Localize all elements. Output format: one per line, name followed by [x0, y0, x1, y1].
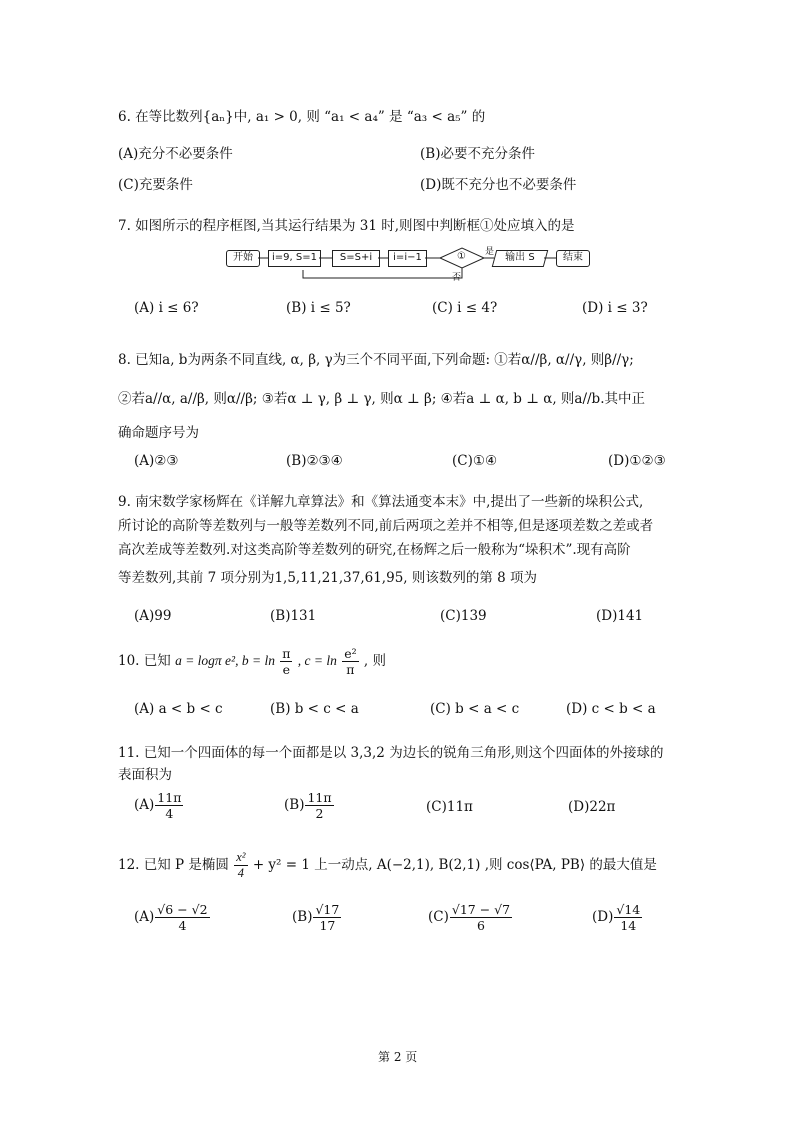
q11-option-b-label: (B): [284, 797, 305, 813]
q10-option-c: (C) b < a < c: [430, 701, 520, 717]
page-number: 第 2 页: [378, 1050, 418, 1064]
q9-option-c: (C)139: [440, 608, 487, 624]
q10-b-num: π: [282, 646, 291, 661]
q7-option-c: (C) i ≤ 4?: [432, 300, 498, 316]
q9-option-d: (D)141: [596, 608, 644, 624]
flow-start: 开始: [226, 250, 260, 267]
flow-no-label: 否: [452, 273, 462, 283]
flow-update-i: i=i−1: [388, 250, 427, 267]
q12-frac-num: x²: [236, 850, 246, 864]
q11-option-b-num: 11π: [307, 790, 332, 805]
q10-prefix: 10. 已知: [118, 653, 171, 669]
q10-suffix: , 则: [363, 653, 386, 669]
q7-stem: 7. 如图所示的程序框图,当其运行结果为 31 时,则图中判断框①处应填入的是: [118, 218, 575, 234]
q11-option-a-den: 4: [165, 806, 174, 821]
q8-option-b: (B)②③④: [286, 453, 343, 469]
q11-option-d-text: 22π: [589, 799, 616, 815]
q7-option-a: (A) i ≤ 6?: [134, 300, 199, 316]
q12-prefix: 12. 已知 P 是椭圆: [118, 857, 229, 873]
q8-option-d: (D)①②③: [608, 453, 666, 469]
q12-ellipse-fraction: [234, 850, 247, 881]
q12-option-a-num: √6 − √2: [157, 902, 208, 917]
q10-c-fraction: [342, 646, 358, 677]
q7-option-b: (B) i ≤ 5?: [286, 300, 351, 316]
q11-option-c-label: (C): [426, 799, 447, 815]
flow-end: 结束: [556, 250, 590, 267]
q9-line-4: 等差数列,其前 7 项分别为1,5,11,21,37,61,95, 则该数列的第 8 项为: [118, 570, 538, 586]
flow-update-s: S=S+i: [332, 250, 380, 267]
q12-option-b-label: (B): [292, 909, 313, 925]
q10-b-den: e: [282, 662, 291, 677]
q6-option-b: (B)必要不充分条件: [420, 146, 535, 162]
q12-option-c-num: √17 − √7: [451, 902, 511, 917]
q8-line-2: ②若a//α, a//β, 则α//β; ③若α ⊥ γ, β ⊥ γ, 则α ⊥ β; ④若a ⊥ α, b ⊥ α, 则a//b.其中正: [118, 391, 645, 407]
q9-line-1: 9. 南宋数学家杨辉在《详解九章算法》和《算法通变本末》中,提出了一些新的垛积公式,: [118, 494, 644, 510]
flow-output-label: 输出 S: [505, 252, 535, 263]
q6-option-d: (D)既不充分也不必要条件: [420, 177, 577, 193]
q10-stem: [118, 646, 386, 677]
q10-option-d: (D) c < b < a: [566, 701, 656, 717]
q12-option-d-num: √14: [616, 902, 641, 917]
q11-option-b: [284, 790, 335, 821]
q8-line-1: 8. 已知a, b为两条不同直线, α, β, γ为三个不同平面,下列命题: ①若α//β, α//γ, 则β//γ;: [118, 352, 634, 368]
q12-option-c-den: 6: [477, 918, 485, 933]
q10-c-den: π: [346, 662, 355, 677]
q12-option-d-label: (D): [592, 909, 614, 925]
q11-option-d: [568, 798, 615, 816]
q12-option-a: [134, 902, 211, 933]
q8-option-a: (A)②③: [134, 453, 179, 469]
q11-option-c: [426, 798, 473, 816]
flow-decision: ①: [457, 251, 466, 262]
q11-option-d-label: (D): [568, 799, 590, 815]
q12-option-a-label: (A): [134, 909, 155, 925]
flow-yes-label: 是: [485, 247, 495, 257]
q7-option-d: (D) i ≤ 3?: [582, 300, 648, 316]
q10-c-num: e²: [344, 646, 357, 661]
q12-option-b-den: 17: [319, 918, 336, 933]
flow-output: [492, 250, 549, 267]
q9-option-b: (B)131: [270, 608, 317, 624]
q11-option-b-den: 2: [315, 806, 324, 821]
q12-option-b: [292, 902, 342, 933]
q12-option-c-label: (C): [428, 909, 449, 925]
q7-flowchart: [222, 246, 592, 286]
q8-line-3: 确命题序号为: [118, 425, 199, 441]
q9-option-a: (A)99: [134, 608, 172, 624]
q8-option-c: (C)①④: [452, 453, 498, 469]
q10-a-expr: a = logπ e², b = ln: [175, 653, 275, 668]
q9-line-2: 所讨论的高阶等差数列与一般等差数列不同,前后两项之差并不相等,但是逐项差数之差或者: [118, 518, 654, 534]
q10-option-b: (B) b < c < a: [270, 701, 359, 717]
q12-stem: [118, 850, 657, 881]
q12-option-d-den: 14: [620, 918, 637, 933]
q11-option-a: [134, 790, 184, 821]
q6-option-a: (A)充分不必要条件: [118, 146, 233, 162]
q12-option-d: [592, 902, 643, 933]
q6-option-c: (C)充要条件: [118, 177, 193, 193]
q11-line-2: 表面积为: [118, 767, 172, 783]
q11-option-a-num: 11π: [157, 790, 182, 805]
q12-mid: + y² = 1 上一动点, A(−2,1), B(2,1) ,则 cos⟨PA, PB⟩ 的最大值是: [252, 857, 657, 873]
q11-option-c-text: 11π: [446, 799, 473, 815]
q10-b-fraction: [280, 646, 292, 677]
q11-line-1: 11. 已知一个四面体的每一个面都是以 3,3,2 为边长的锐角三角形,则这个四面体的外接球的: [118, 745, 664, 761]
q10-option-a: (A) a < b < c: [134, 701, 223, 717]
q10-c-expr: , c = ln: [297, 653, 337, 668]
q6-stem: 6. 在等比数列{aₙ}中, a₁ > 0, 则 “a₁ < a₄” 是 “a₃ < a₅” 的: [118, 109, 486, 125]
q12-option-a-den: 4: [178, 918, 187, 933]
q12-option-b-num: √17: [315, 902, 340, 917]
q11-option-a-label: (A): [134, 797, 155, 813]
q12-option-c: [428, 902, 513, 933]
q9-line-3: 高次差成等差数列.对这类高阶等差数列的研究,在杨辉之后一般称为“垛积术”.现有高阶: [118, 542, 631, 558]
q12-frac-den: 4: [237, 866, 244, 880]
flow-init: i=9, S=1: [268, 250, 321, 267]
